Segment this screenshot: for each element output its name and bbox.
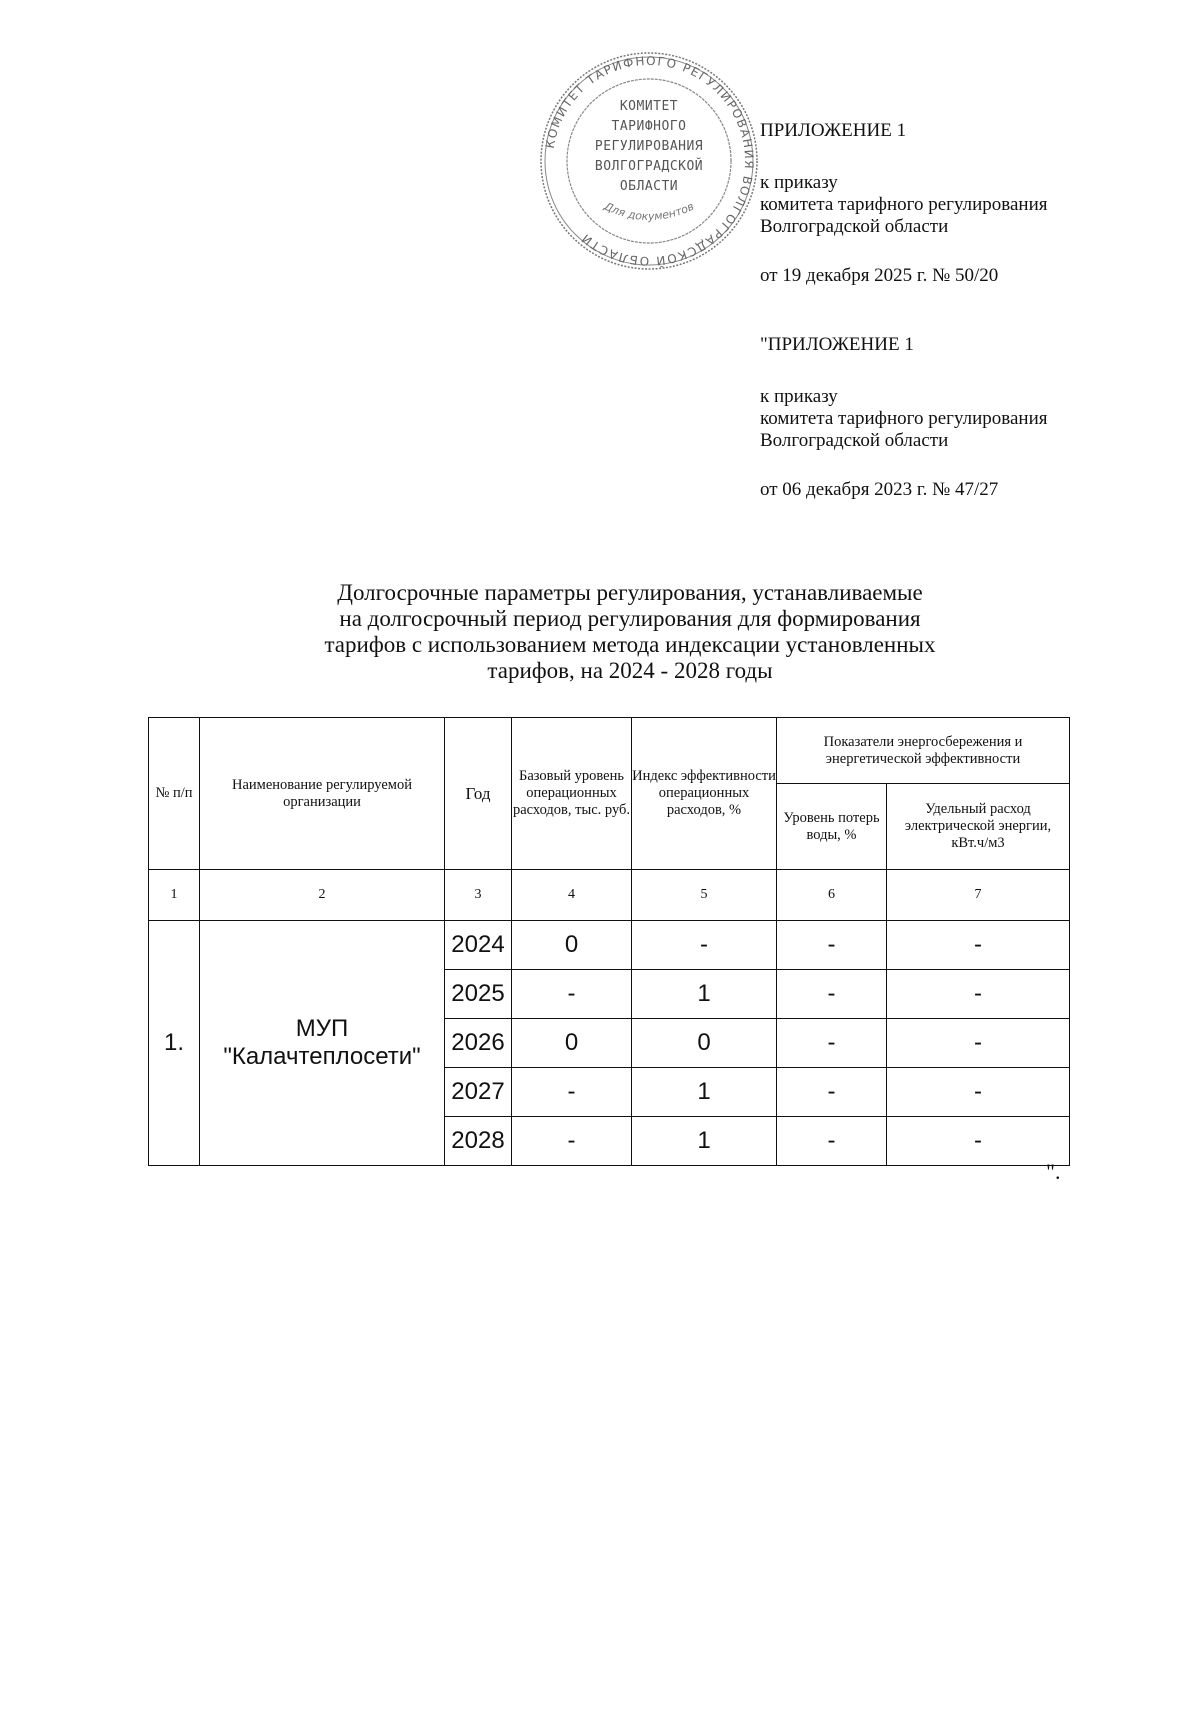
header-energy-consumption: Удельный расход электрической энергии, кВт.ч/м3 xyxy=(887,784,1070,870)
year-cell: 2026 xyxy=(445,1019,512,1068)
stamp-center-line: КОМИТЕТ xyxy=(619,99,679,114)
column-number: 5 xyxy=(632,870,777,921)
water-loss-cell: - xyxy=(777,970,887,1019)
energy-consumption-cell: - xyxy=(887,1019,1070,1068)
efficiency-index-cell: 1 xyxy=(632,1068,777,1117)
column-number: 3 xyxy=(445,870,512,921)
stamp-bottom-text: Для документов xyxy=(601,199,697,224)
column-number: 6 xyxy=(777,870,887,921)
order-ref-line: к приказу xyxy=(760,386,838,407)
appendix-label: "ПРИЛОЖЕНИЕ 1 xyxy=(760,334,914,355)
header-energy-indicators: Показатели энергосбережения и энергетической эффективности xyxy=(777,718,1070,784)
appendix-label: ПРИЛОЖЕНИЕ 1 xyxy=(760,120,907,141)
parameters-table xyxy=(148,717,1070,1166)
header-water-loss: Уровень потерь воды, % xyxy=(777,784,887,870)
stamp-center-line: ВОЛГОГРАДСКОЙ xyxy=(594,159,704,174)
table-row xyxy=(149,921,1070,970)
document-title xyxy=(200,580,1060,684)
header-organization: Наименование регулируемой организации xyxy=(200,718,445,870)
column-number: 7 xyxy=(887,870,1070,921)
header-year: Год xyxy=(445,718,512,870)
year-cell: 2028 xyxy=(445,1117,512,1166)
order-ref-line: к приказу xyxy=(760,172,838,193)
year-cell: 2025 xyxy=(445,970,512,1019)
organization-title: "Калачтеплосети" xyxy=(223,1043,421,1070)
efficiency-index-cell: - xyxy=(632,921,777,970)
base-opex-cell: 0 xyxy=(512,1019,632,1068)
efficiency-index-cell: 0 xyxy=(632,1019,777,1068)
column-number: 1 xyxy=(149,870,200,921)
title-line: тарифов с использованием метода индексации установленных xyxy=(324,632,936,657)
water-loss-cell: - xyxy=(777,1068,887,1117)
energy-consumption-cell: - xyxy=(887,921,1070,970)
organization-name xyxy=(200,921,445,1166)
efficiency-index-cell: 1 xyxy=(632,1117,777,1166)
efficiency-index-cell: 1 xyxy=(632,970,777,1019)
energy-consumption-cell: - xyxy=(887,970,1070,1019)
region-line: Волгоградской области xyxy=(760,216,949,237)
base-opex-cell: - xyxy=(512,1117,632,1166)
title-line: на долгосрочный период регулирования для формирования xyxy=(339,606,921,631)
year-cell: 2027 xyxy=(445,1068,512,1117)
year-cell: 2024 xyxy=(445,921,512,970)
entry-number: 1. xyxy=(149,921,200,1166)
base-opex-cell: - xyxy=(512,1068,632,1117)
energy-consumption-cell: - xyxy=(887,1117,1070,1166)
title-line: Долгосрочные параметры регулирования, устанавливаемые xyxy=(337,580,923,605)
stamp-center-line: РЕГУЛИРОВАНИЯ xyxy=(594,139,704,154)
header-base-opex: Базовый уровень операционных расходов, тыс. руб. xyxy=(512,718,632,870)
water-loss-cell: - xyxy=(777,1117,887,1166)
header-number: № п/п xyxy=(149,718,200,870)
title-line: тарифов, на 2024 - 2028 годы xyxy=(487,658,773,683)
stamp-center-line: ТАРИФНОГО xyxy=(611,119,687,134)
header-efficiency-index: Индекс эффективности операционных расходов, % xyxy=(632,718,777,870)
closing-quote-mark: ". xyxy=(1046,1159,1061,1184)
order-date: от 19 декабря 2025 г. № 50/20 xyxy=(760,265,999,286)
base-opex-cell: - xyxy=(512,970,632,1019)
region-line: Волгоградской области xyxy=(760,430,949,451)
water-loss-cell: - xyxy=(777,921,887,970)
official-stamp xyxy=(538,50,760,272)
energy-consumption-cell: - xyxy=(887,1068,1070,1117)
water-loss-cell: - xyxy=(777,1019,887,1068)
base-opex-cell: 0 xyxy=(512,921,632,970)
stamp-center-line: ОБЛАСТИ xyxy=(619,179,679,194)
order-date: от 06 декабря 2023 г. № 47/27 xyxy=(760,479,999,500)
stamp-ring-text: КОМИТЕТ ТАРИФНОГО РЕГУЛИРОВАНИЯ ВОЛГОГРАДСКОЙ ОБЛАСТИ xyxy=(542,53,757,269)
column-number: 2 xyxy=(200,870,445,921)
committee-line: комитета тарифного регулирования xyxy=(760,194,1048,215)
organization-type: МУП xyxy=(295,1015,349,1042)
column-number: 4 xyxy=(512,870,632,921)
committee-line: комитета тарифного регулирования xyxy=(760,408,1048,429)
